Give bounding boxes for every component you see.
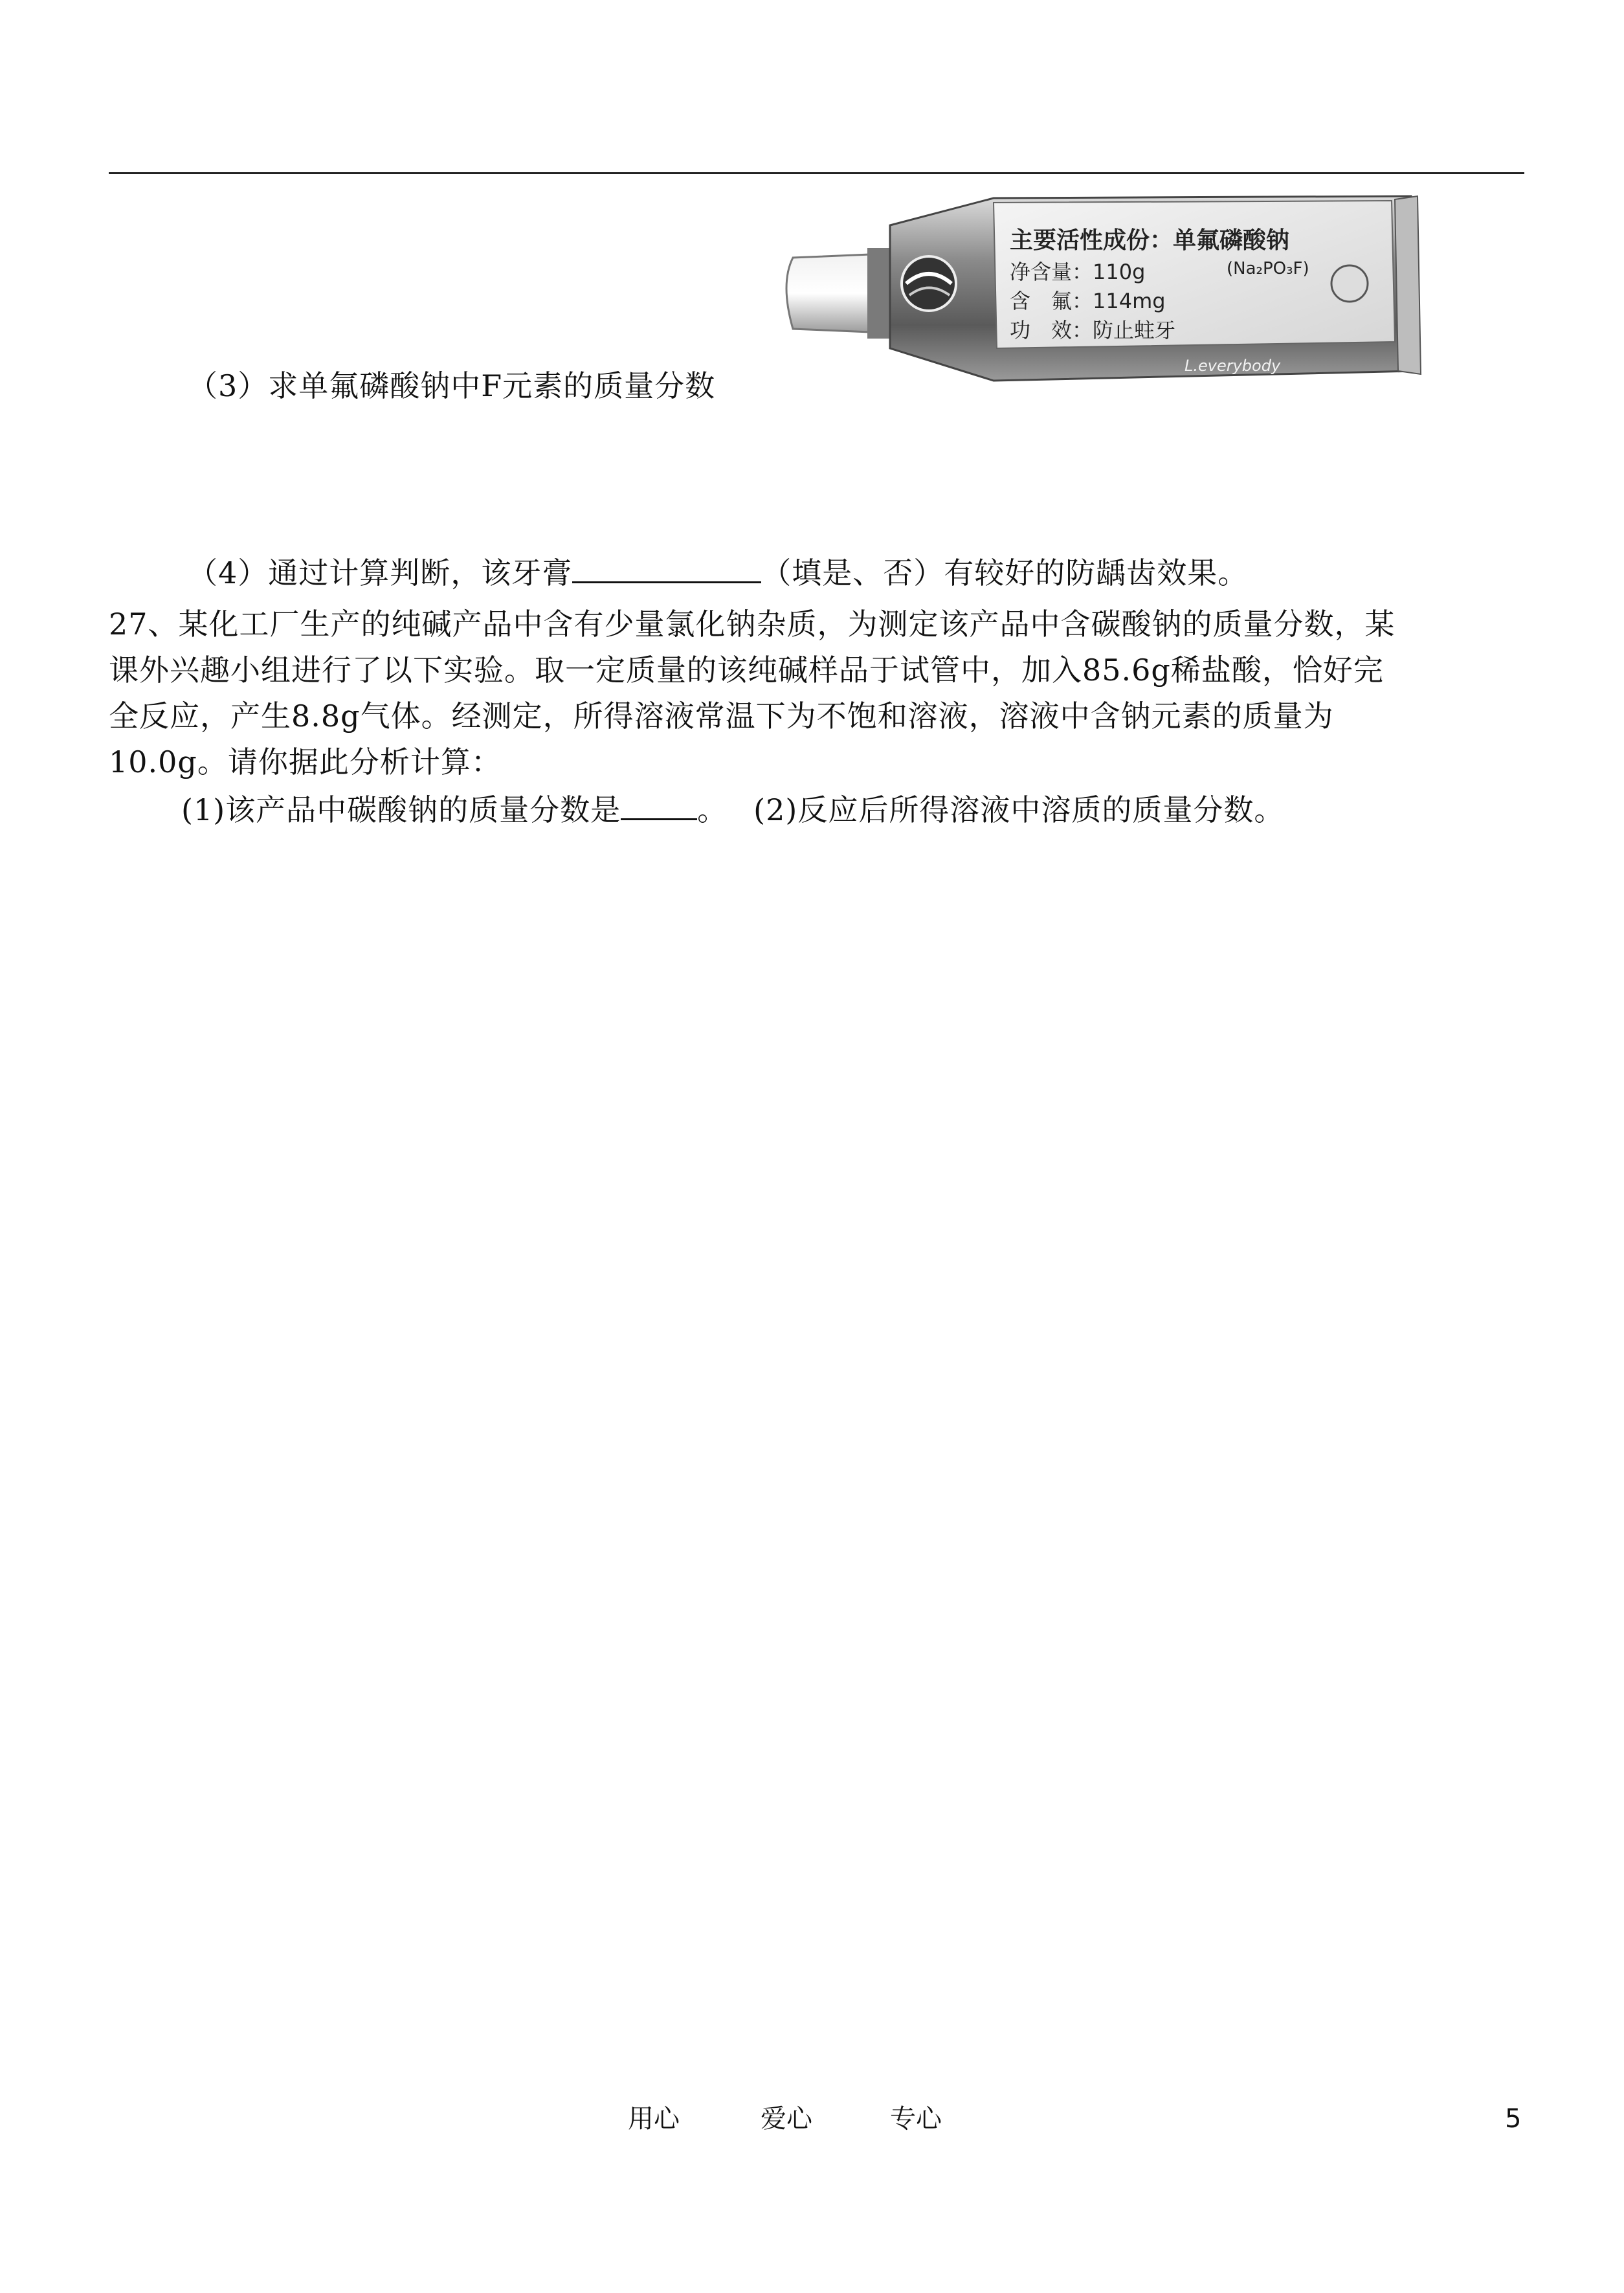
- label-formula: (Na₂PO₃F): [1227, 259, 1309, 278]
- question-4-suffix: （填是、否）有较好的防龋齿效果。: [761, 555, 1249, 590]
- question-27-line-2: 课外兴趣小组进行了以下实验。取一定质量的该纯碱样品于试管中，加入85.6g稀盐酸，恰好完: [109, 653, 1384, 688]
- question-27-subquestions: [181, 790, 1284, 829]
- header-rule: [109, 172, 1524, 174]
- question-4: [188, 553, 1248, 592]
- label-fluorine-content: 含 氟：114mg: [1010, 289, 1166, 313]
- answer-blank-q27-1: [621, 790, 697, 820]
- answer-blank-q4: [572, 553, 761, 583]
- label-brand: L.everybody: [1185, 357, 1281, 375]
- page-number: 5: [1505, 2104, 1522, 2134]
- label-function: 功 效：防止蛀牙: [1010, 318, 1176, 342]
- toothpaste-tube-image: [780, 186, 1427, 419]
- footer-motto-3: 专心: [890, 2104, 942, 2134]
- question-4-prefix: （4）通过计算判断，该牙膏: [188, 555, 573, 590]
- footer-motto-1: 用心: [628, 2104, 680, 2134]
- label-active-ingredient: 主要活性成份：单氟磷酸钠: [1010, 227, 1290, 254]
- question-27-line-3: 全反应，产生8.8g气体。经测定，所得溶液常温下为不饱和溶液，溶液中含钠元素的质量为: [109, 699, 1334, 733]
- subquestion-1-suffix: 。: [697, 792, 728, 827]
- tube-badge-icon: [1331, 265, 1368, 302]
- footer-motto-2: 爱心: [761, 2104, 812, 2134]
- question-27-line-4: 10.0g。请你据此分析计算：: [109, 744, 502, 779]
- question-27-line-1: 27、某化工厂生产的纯碱产品中含有少量氯化钠杂质，为测定该产品中含碳酸钠的质量分数，某: [109, 607, 1396, 642]
- question-3: （3）求单氟磷酸钠中F元素的质量分数: [188, 368, 716, 403]
- subquestion-1-prefix: (1)该产品中碳酸钠的质量分数是: [181, 792, 621, 827]
- subquestion-2: (2)反应后所得溶液中溶质的质量分数。: [753, 792, 1285, 827]
- label-net-weight: 净含量：110g: [1010, 260, 1146, 284]
